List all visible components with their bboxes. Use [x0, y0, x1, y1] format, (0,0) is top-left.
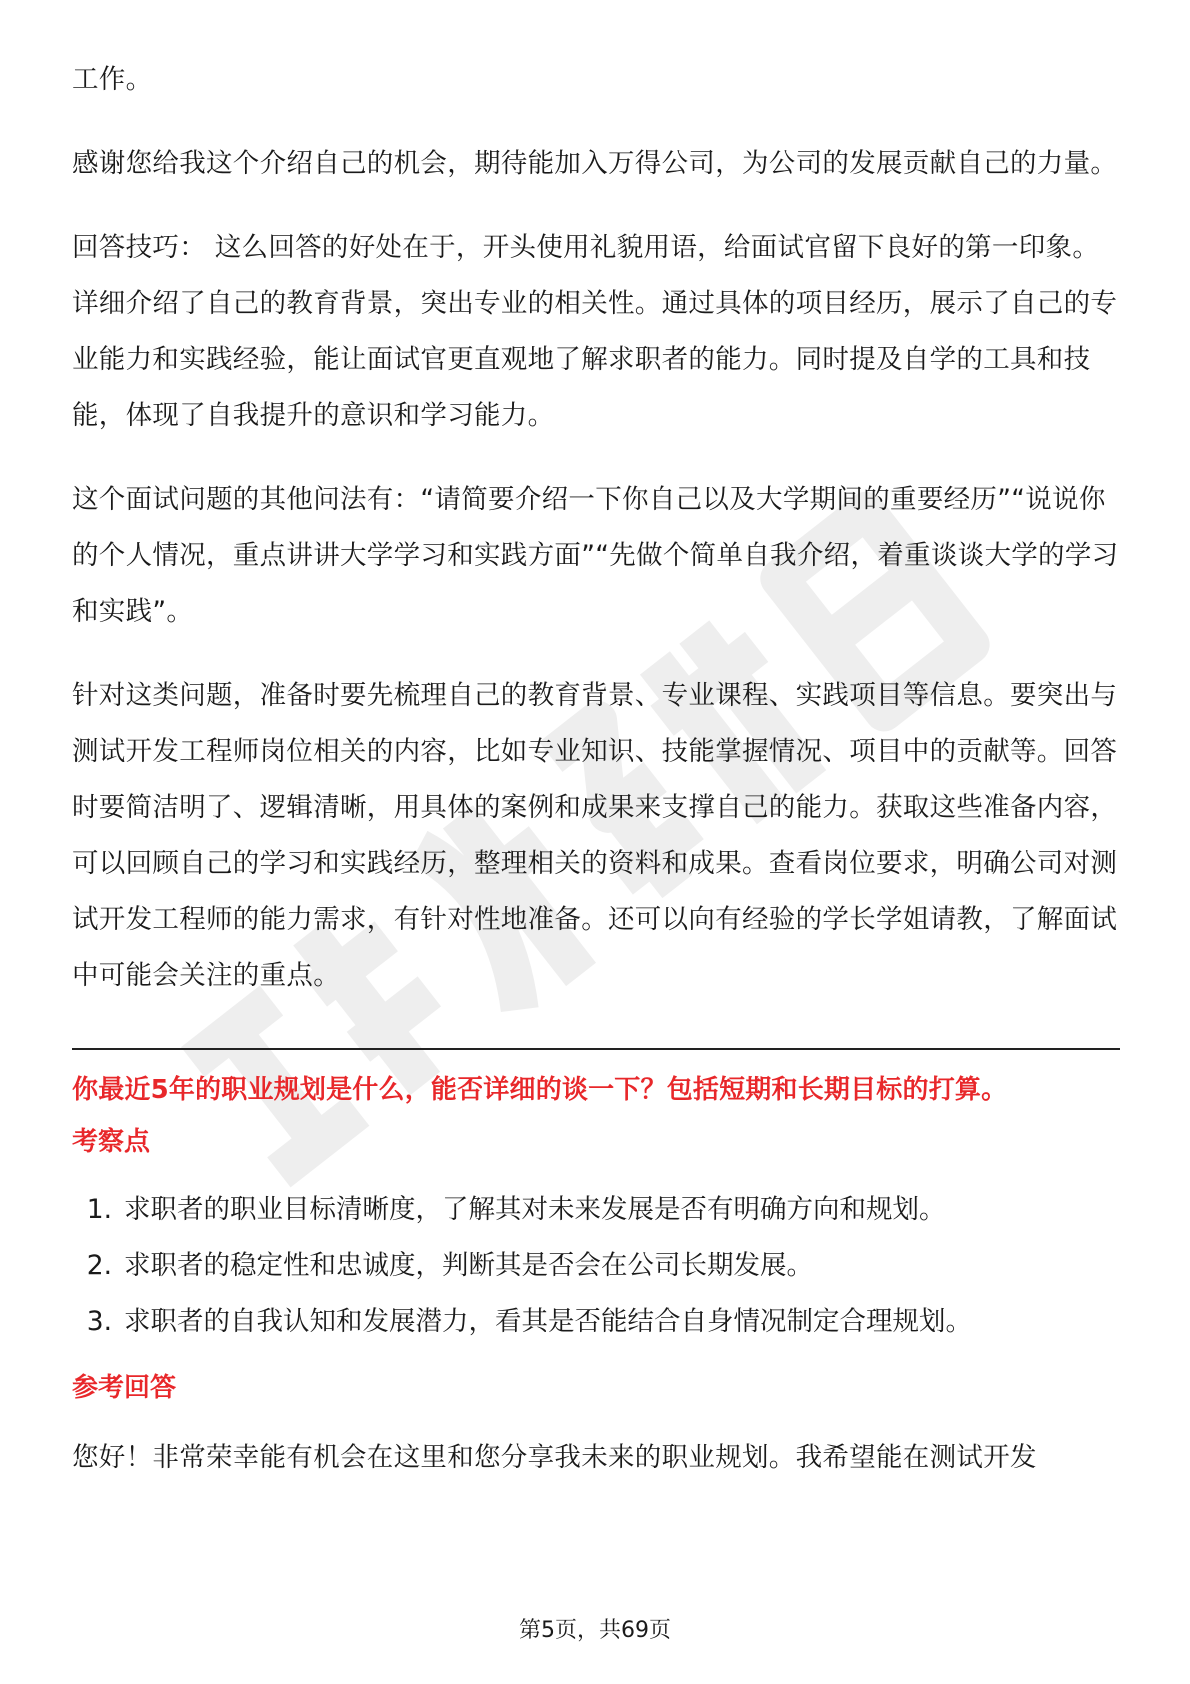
list-number: 2.	[86, 1250, 112, 1281]
points-heading: 考察点	[72, 1127, 151, 1157]
answer-paragraph: 您好！非常荣幸能有机会在这里和您分享我未来的职业规划。我希望能在测试开发	[72, 1442, 1037, 1473]
paragraph-continuation: 工作。	[72, 64, 153, 95]
list-number: 1.	[86, 1194, 112, 1225]
paragraph-preparation-advice: 针对这类问题，准备时要先梳理自己的教育背景、专业课程、实践项目等信息。要突出与测试开发工程师岗位相关的内容，比如专业知识、技能掌握情况、项目中的贡献等。回答时要简洁明了、逻辑清晰，用具体的案例和成果来支撑自己的能力。获取这些准备内容，可以回顾自己的学习和实践经历，整理相关的资料和成果。查看岗位要求，明确公司对测试开发工程师的能力需求，有针对性地准备。还可以向有经验的学长学姐请教，了解面试中可能会关注的重点。	[72, 680, 1118, 991]
paragraph-alternative-questions: 这个面试问题的其他问法有：“请简要介绍一下你自己以及大学期间的重要经历”“说说你的个人情况，重点讲讲大学学习和实践方面”“先做个简单自我介绍，着重谈谈大学的学习和实践”。	[72, 484, 1119, 627]
page-footer: 第5页，共69页	[519, 1618, 671, 1643]
main-content	[72, 52, 1120, 1486]
paragraph-answer-tips: 回答技巧： 这么回答的好处在于，开头使用礼貌用语，给面试官留下良好的第一印象。详细介绍了自己的教育背景，突出专业的相关性。通过具体的项目经历，展示了自己的专业能力和实践经验，能让面试官更直观地了解求职者的能力。同时提及自学的工具和技能，体现了自我提升的意识和学习能力。	[72, 232, 1118, 431]
answer-heading: 参考回答	[72, 1373, 177, 1403]
points-list	[72, 1182, 1120, 1350]
list-number: 3.	[86, 1306, 112, 1337]
list-item	[72, 1238, 1120, 1294]
section-divider	[72, 1048, 1120, 1050]
paragraph-thanks: 感谢您给我这个介绍自己的机会，期待能加入万得公司，为公司的发展贡献自己的力量。	[72, 148, 1118, 179]
list-text: 求职者的自我认知和发展潜力，看其是否能结合自身情况制定合理规划。	[124, 1306, 972, 1337]
list-text: 求职者的稳定性和忠诚度，判断其是否会在公司长期发展。	[124, 1250, 813, 1281]
question-title: 你最近5年的职业规划是什么，能否详细的谈一下？包括短期和长期目标的打算。	[72, 1075, 1008, 1105]
list-text: 求职者的职业目标清晰度，了解其对未来发展是否有明确方向和规划。	[124, 1194, 946, 1225]
list-item	[72, 1182, 1120, 1238]
list-item	[72, 1294, 1120, 1350]
